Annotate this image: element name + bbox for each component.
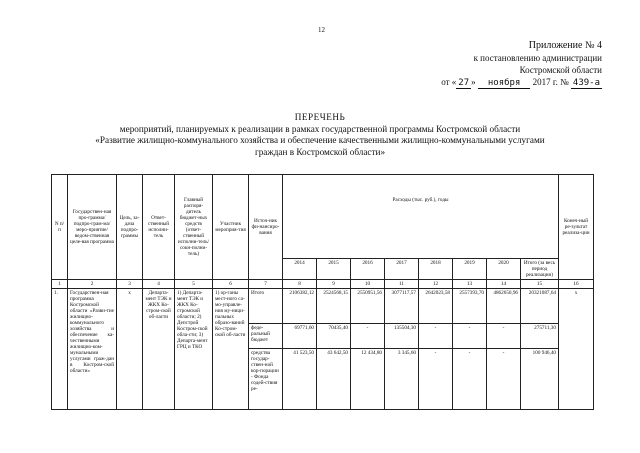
- value-cell: -: [487, 324, 521, 349]
- col-number: 4: [143, 280, 175, 289]
- value-cell: 70435,40: [317, 324, 351, 349]
- year-2016: 2016: [351, 259, 385, 280]
- value-cell: 135504,30: [385, 324, 419, 349]
- value-cell: 3077117,57: [385, 289, 419, 324]
- col-number: 16: [559, 280, 594, 289]
- col-number: 3: [117, 280, 143, 289]
- value-cell: 3 345,60: [385, 349, 419, 410]
- appendix-block: [441, 40, 602, 89]
- header-goal: Цель, за-дача подпро-граммы: [117, 175, 143, 280]
- date-day: 27: [458, 78, 470, 88]
- appendix-title: Приложение № 4: [528, 40, 602, 51]
- value-cell: 41 523,50: [283, 349, 317, 410]
- header-num: N п/п: [52, 175, 68, 280]
- date-prefix: от «: [441, 77, 457, 87]
- year-2017: 2017: [385, 259, 419, 280]
- value-cell: -: [453, 324, 487, 349]
- header-program: Государствен-ная про-грамма/подпро-грам-ма/меро-приятие/ведом-ственная целе-вая программа: [68, 175, 117, 280]
- col-number: 11: [385, 280, 419, 289]
- header-participant: Участник мероприя-тия: [213, 175, 249, 280]
- measures-table: [51, 174, 594, 410]
- value-cell: -: [419, 324, 453, 349]
- source-fund: средства государ-ствен-ной кор-порации - Фонда содей-ствия ре-: [249, 349, 283, 410]
- table-row: [52, 289, 594, 324]
- value-cell: -: [453, 349, 487, 410]
- value-cell: -: [419, 349, 453, 410]
- value-cell: -: [487, 349, 521, 410]
- row-manager: 1) Департа-мент ТЭК и ЖКХ Ко-стромской области; 2) Депстрой Костром-ской обла-сти; 3) Департа-мент ГРЦ и ТКО: [175, 289, 213, 410]
- col-number: 1: [52, 280, 68, 289]
- header-manager: Главный распоря-дитель бюджет-ных средств (ответ-ственный исполни-тель/сокн-полни-тель): [175, 175, 213, 280]
- col-number: 9: [317, 280, 351, 289]
- year-2018: 2018: [419, 259, 453, 280]
- document-title: [40, 112, 600, 158]
- title-heading: ПЕРЕЧЕНЬ: [294, 112, 346, 122]
- header-expenses: Расходы (тыс. руб.), годы: [283, 175, 559, 259]
- value-cell: 2106382,12: [283, 289, 317, 324]
- source-federal: феде-ральный бюджет: [249, 324, 283, 349]
- row-program: Государствен-ная программа Костромской области «Разви-тие жилищно-коммунального хозяйства и обеспечение ка-чественными жилищно-ком-мунальными услугами граж-дан в Костром-ской области»: [68, 289, 117, 410]
- row-num: 1.: [52, 289, 68, 410]
- col-number: 8: [283, 280, 317, 289]
- title-line-2: «Развитие жилищно-коммунального хозяйства и обеспечение качественными жилищно-коммунальными услугами: [95, 135, 545, 145]
- col-number: 15: [521, 280, 559, 289]
- value-cell: 69771,60: [283, 324, 317, 349]
- appendix-line-3: Костромской области: [519, 65, 602, 75]
- appendix-line-2: к постановлению администрации: [473, 53, 602, 63]
- header-source: Источ-ник фи-нансиро-вания: [249, 175, 283, 280]
- year-2014: 2014: [283, 259, 317, 280]
- col-number: 13: [453, 280, 487, 289]
- value-cell: 2550951,56: [351, 289, 385, 324]
- value-cell: -: [351, 324, 385, 349]
- col-number: 5: [175, 280, 213, 289]
- appendix-date-line: [441, 76, 602, 89]
- value-cell: 43 642,50: [317, 349, 351, 410]
- title-line-1: мероприятий, планируемых к реализации в рамках государственной программы Костромской области: [119, 123, 521, 134]
- row-goal: x: [117, 289, 143, 410]
- col-number: 12: [419, 280, 453, 289]
- col-number: 2: [68, 280, 117, 289]
- year-2019: 2019: [453, 259, 487, 280]
- row-responsible: Департа-мент ТЭК и ЖКХ Ко-стром-ской об-ласти: [143, 289, 175, 410]
- value-cell: 2524568,15: [317, 289, 351, 324]
- col-number: 6: [213, 280, 249, 289]
- value-cell: 2557393,70: [453, 289, 487, 324]
- header-responsible: Ответ-ственный исполни-тель: [143, 175, 175, 280]
- date-mid: »: [471, 77, 476, 87]
- page-number: 12: [318, 26, 325, 34]
- title-line-3: граждан в Костромской области»: [254, 146, 386, 157]
- header-row: [52, 175, 594, 259]
- source-total: Итого: [249, 289, 283, 324]
- column-numbers-row: [52, 280, 594, 289]
- date-year: 2017 г. №: [532, 77, 569, 87]
- total-cell: 275711,30: [521, 324, 559, 349]
- total-cell: 100 946,40: [521, 349, 559, 410]
- year-2015: 2015: [317, 259, 351, 280]
- year-2020: 2020: [487, 259, 521, 280]
- col-number: 14: [487, 280, 521, 289]
- total-cell: 20321087,64: [521, 289, 559, 324]
- row-result: x: [559, 289, 594, 410]
- value-cell: 4862650,96: [487, 289, 521, 324]
- row-participant: 1) ор-ганы мест-ного са-мо-управле-ния му-ници-пальных образо-ваний Ко-стром-ской об-ласти: [213, 289, 249, 410]
- value-cell: 2642023,58: [419, 289, 453, 324]
- value-cell: 12 434,80: [351, 349, 385, 410]
- header-result: Конеч-ный ре-зультат реализа-ции: [559, 175, 594, 280]
- document-number: 439-а: [572, 78, 600, 88]
- col-number: 10: [351, 280, 385, 289]
- col-number: 7: [249, 280, 283, 289]
- date-month: ноября: [478, 78, 531, 89]
- header-total: Итого (за весь период реализации): [521, 259, 559, 280]
